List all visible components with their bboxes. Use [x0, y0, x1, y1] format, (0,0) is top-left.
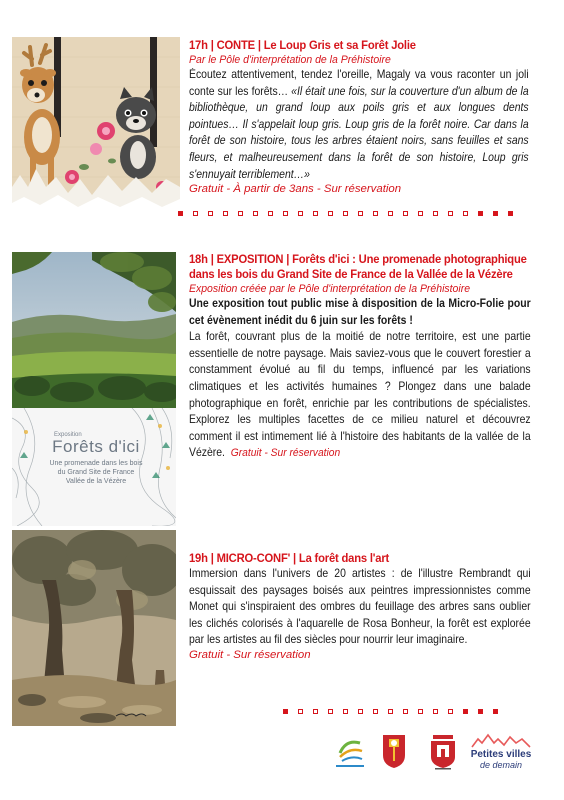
event-2-body: La forêt, couvrant plus de la moitié de notre territoire, est une partie essentielle de notre paysage. Mais saviez-vous que le couvert forestier a constamment évolué au fil du temps, influencé par les variations climatiques et les activités humaines ? Plongez dans une balade photographique en forêt, enrichie par les contributions de spécialistes. Explorez les multiples facettes de ce milieu naturel et découvrez comment il est intimement lié à l'histoire des habitants de la vallée de la Vézère. [189, 330, 531, 460]
poster-subtitle: Une promenade dans les bois du Grand Site de France Vallée de la Vézère [49, 460, 143, 485]
event-3-price: Gratuit - Sur réservation [189, 648, 311, 661]
event-1-price: Gratuit - À partir de 3ans - Sur réservation [189, 183, 402, 196]
event-1-body-intro: Écoutez attentivement, tendez l'oreille, Magaly va vous raconter un joli conte sur les forêts… [189, 68, 529, 98]
event-3-divider [283, 709, 498, 714]
poster-title: Forêts d'ici [52, 437, 140, 456]
event-2-landscape-photo [12, 252, 176, 408]
town-coat-of-arms-red [381, 733, 407, 769]
event-2-title-line-2: dans les bois du Grand Site de France de la Vallée de la Vézère [189, 267, 513, 281]
event-3-description: Immersion dans l'univers de 20 artistes : de l'illustre Rembrandt qui esquissait des paysages boisés aux peintres impressionnistes comme Monet qui s'inspiraient des ombres du feuillage des arbres sans oublier les clichés colorisés à l'aquarelle de Rosa Bonheur, la forêt est explorée par les artistes au fil des siècles pour nourrir leur imaginaire. [189, 567, 531, 647]
event-2-highlight: Une exposition tout public mise à disposition de la Micro-Folie pour cet évènement inédit du 6 juin sur les forêts ! [189, 297, 531, 327]
event-3-painting [12, 530, 176, 726]
poster-small-label: Exposition [54, 432, 82, 438]
event-1-image [12, 37, 180, 217]
event-2-poster [12, 408, 176, 526]
logo-text-main: Petites villes [470, 749, 532, 760]
event-1-divider [178, 211, 513, 216]
event-1-description [189, 67, 529, 183]
event-1-text [189, 38, 529, 195]
event-2-text [189, 252, 531, 462]
event-3-text [189, 551, 531, 661]
town-coat-of-arms-castle [427, 731, 459, 771]
event-3-title: 19h | MICRO-CONF' | La forêt dans l'art [189, 551, 390, 565]
grand-site-logo [332, 735, 368, 771]
event-2-price: Gratuit - Sur réservation [230, 447, 341, 460]
event-1-body-quote: «Il était une fois, sur la couverture d'un album de la bibliothèque, un grand loup aux poils gris et aux longues dents pointues… Il s'appelait loup gris. Loup gris de la forêt noire. Car dans la forêt de son histoire, tous les arbres étaient noirs, sans feuilles et sans fleurs, et malheureusement dans la forêt de son histoire, Loup gris s'ennuyait terriblement…» [189, 84, 529, 181]
event-2-subtitle: Exposition créée par le Pôle d'interprétation de la Préhistoire [189, 283, 471, 295]
event-2-description [189, 296, 531, 462]
event-2-title-line-1: 18h | EXPOSITION | Forêts d'ici : Une promenade photographique [189, 252, 527, 266]
event-1-title: 17h | CONTE | Le Loup Gris et sa Forêt Jolie [189, 38, 416, 52]
logo-text-sub: de demain [479, 760, 523, 770]
petites-villes-de-demain-logo [468, 733, 534, 773]
event-1-subtitle: Par le Pôle d'interprétation de la Préhistoire [189, 54, 391, 66]
